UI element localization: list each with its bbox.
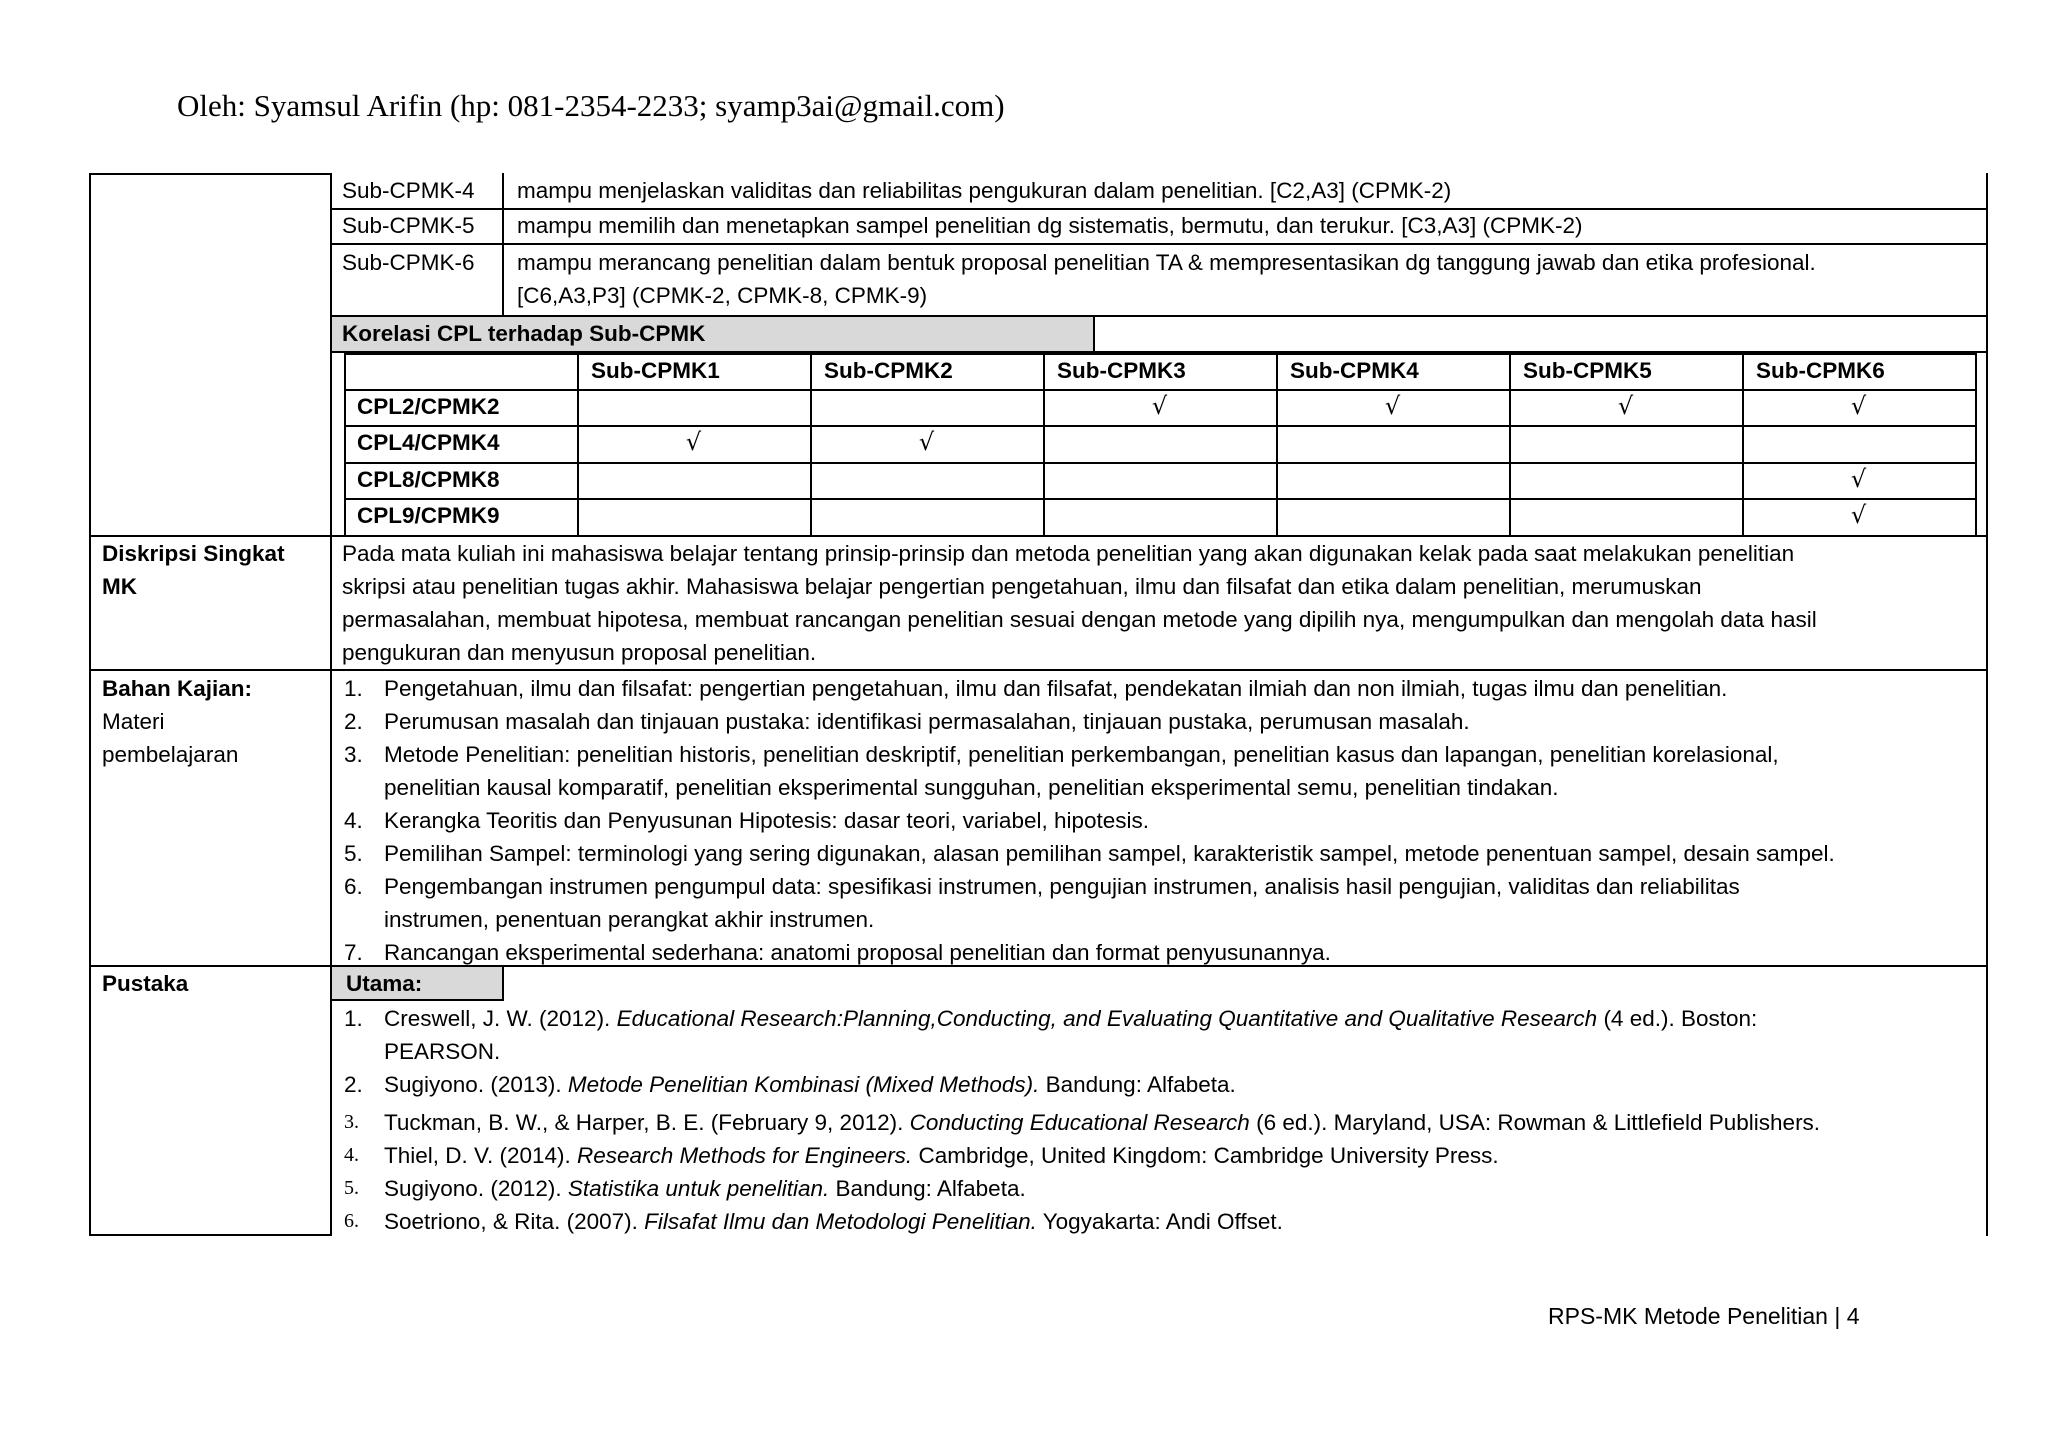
list-item-number: 6. (344, 874, 363, 899)
reference-number: 2. (344, 1072, 363, 1097)
reference-author-year: Sugiyono. (2013). (384, 1072, 568, 1097)
deskripsi-line: pengukuran dan menyusun proposal penelitian. (342, 640, 817, 665)
list-item-number: 2. (344, 709, 363, 734)
subcpmk-6-text: mampu merancang penelitian dalam bentuk proposal penelitian TA & mempresentasikan dg tanggung jawab dan etika profesional. (517, 250, 1816, 275)
list-item: Perumusan masalah dan tinjauan pustaka: identifikasi permasalahan, tinjauan pustaka, perumusan masalah. (384, 709, 1470, 734)
subcpmk-row-line (330, 243, 1988, 245)
list-item: Metode Penelitian: penelitian historis, penelitian deskriptif, penelitian perkembangan, penelitian kasus dan lapangan, penelitian korelasional, (384, 742, 1779, 767)
matrix-vline (577, 353, 579, 536)
list-item: Pengetahuan, ilmu dan filsafat: pengertian pengetahuan, ilmu dan filsafat, pendekatan ilmiah dan non ilmiah, tugas ilmu dan penelitian. (384, 676, 1728, 701)
matrix-vline (1509, 353, 1511, 536)
check-mark: √ (1151, 392, 1168, 420)
deskripsi-label-line1: Diskripsi Singkat (102, 541, 285, 566)
matrix-row-label: CPL8/CPMK8 (357, 467, 500, 492)
check-mark: √ (1850, 392, 1867, 420)
subcpmk-4-code: Sub-CPMK-4 (342, 178, 475, 203)
list-item-number: 1. (344, 676, 363, 701)
deskripsi-label (102, 537, 285, 570)
reference-number: 4. (344, 1144, 359, 1166)
matrix-hline (344, 462, 1977, 464)
korelasi-heading-divider (1093, 317, 1095, 351)
list-item-number: 4. (344, 808, 363, 833)
check-mark: √ (1617, 392, 1634, 420)
bahan-kajian-label-3: pembelajaran (102, 742, 239, 767)
matrix-vline (810, 353, 812, 536)
matrix-vline (1276, 353, 1278, 536)
check-mark: √ (1384, 392, 1401, 420)
reference-entry (384, 1002, 1757, 1035)
row-separator (89, 669, 1988, 671)
document-header-author: Oleh: Syamsul Arifin (hp: 081-2354-2233; syamp3ai@gmail.com) (177, 88, 1005, 123)
check-mark: √ (1850, 501, 1867, 529)
reference-publisher: Bandung: Alfabeta. (829, 1176, 1026, 1201)
reference-title: Statistika untuk penelitian. (567, 1176, 830, 1201)
table-border-bottom-left (89, 1234, 331, 1236)
reference-publisher: (6 ed.). Maryland, USA: Rowman & Littlefield Publishers. (1249, 1110, 1821, 1135)
reference-entry (384, 1205, 1283, 1238)
deskripsi-label-line2: MK (102, 574, 137, 599)
bahan-kajian-label (102, 672, 252, 705)
list-item: Rancangan eksperimental sederhana: anatomi proposal penelitian dan format penyusunannya. (384, 940, 1331, 965)
reference-title: Conducting Educational Research (909, 1110, 1250, 1135)
list-item: Pengembangan instrumen pengumpul data: spesifikasi instrumen, pengujian instrumen, analisis hasil pengujian, validitas dan reliabilitas (384, 874, 1740, 899)
utama-label: Utama: (346, 971, 423, 996)
matrix-column-header: Sub-CPMK6 (1756, 358, 1885, 383)
reference-entry-cont: PEARSON. (384, 1039, 501, 1064)
check-mark: √ (685, 428, 702, 456)
reference-entry (384, 1068, 1236, 1101)
subcpmk-5-text: mampu memilih dan menetapkan sampel penelitian dg sistematis, bermutu, dan terukur. [C3,A3] (CPMK-2) (517, 213, 1583, 238)
matrix-column-header: Sub-CPMK4 (1290, 358, 1419, 383)
matrix-vline (344, 353, 346, 536)
bahan-kajian-label-line1: Bahan Kajian: (102, 676, 253, 701)
matrix-row-label: CPL4/CPMK4 (357, 430, 500, 455)
reference-entry (384, 1139, 1499, 1172)
matrix-vline (1975, 353, 1977, 536)
reference-publisher: Bandung: Alfabeta. (1039, 1072, 1236, 1097)
reference-title: Metode Penelitian Kombinasi (Mixed Methods). (567, 1072, 1040, 1097)
subcpmk-4-text: mampu menjelaskan validitas dan reliabilitas pengukuran dalam penelitian. [C2,A3] (CPMK-2) (517, 178, 1452, 203)
matrix-hline (344, 498, 1977, 500)
matrix-column-header: Sub-CPMK2 (824, 358, 953, 383)
reference-entry (384, 1172, 1026, 1205)
reference-title: Educational Research:Planning,Conducting, and Evaluating Quantitative and Qualitative Research (616, 1006, 1598, 1031)
list-item: Kerangka Teoritis dan Penyusunan Hipotesis: dasar teori, variabel, hipotesis. (384, 808, 1150, 833)
deskripsi-line: permasalahan, membuat hipotesa, membuat rancangan penelitian sesuai dengan metode yang dipilih nya, mengumpulkan dan mengolah data hasil (342, 607, 1817, 632)
reference-entry (384, 1106, 1820, 1139)
matrix-column-header: Sub-CPMK3 (1057, 358, 1186, 383)
table-border-right (1986, 173, 1988, 1236)
reference-author-year: Sugiyono. (2012). (384, 1176, 568, 1201)
subcpmk-6-code: Sub-CPMK-6 (342, 250, 475, 275)
reference-publisher: (4 ed.). Boston: (1597, 1006, 1758, 1031)
reference-number: 3. (344, 1111, 359, 1133)
check-mark: √ (1850, 465, 1867, 493)
table-border-left (89, 173, 91, 1236)
list-item: instrumen, penentuan perangkat akhir instrumen. (384, 907, 875, 932)
reference-author-year: Tuckman, B. W., & Harper, B. E. (February 9, 2012). (384, 1110, 910, 1135)
matrix-row-label: CPL9/CPMK9 (357, 503, 500, 528)
subcpmk-6-text-cont: [C6,A3,P3] (CPMK-2, CPMK-8, CPMK-9) (517, 283, 928, 308)
pustaka-label-text: Pustaka (102, 971, 189, 996)
matrix-vline (1043, 353, 1045, 536)
matrix-row-label: CPL2/CPMK2 (357, 394, 500, 419)
bahan-kajian-label-2: Materi (102, 709, 165, 734)
reference-title: Research Methods for Engineers. (577, 1143, 913, 1168)
subcpmk-5-code: Sub-CPMK-5 (342, 213, 475, 238)
list-item-number: 5. (344, 841, 363, 866)
deskripsi-line: Pada mata kuliah ini mahasiswa belajar tentang prinsip-prinsip dan metoda penelitian yang akan digunakan kelak pada saat melakukan penelitian (342, 541, 1795, 566)
page-footer: RPS-MK Metode Penelitian | 4 (1548, 1303, 1860, 1329)
table-border-top-left (89, 173, 331, 175)
reference-author-year: Thiel, D. V. (2014). (384, 1143, 578, 1168)
reference-author-year: Creswell, J. W. (2012). (384, 1006, 617, 1031)
list-item-number: 3. (344, 742, 363, 767)
matrix-vline (1742, 353, 1744, 536)
deskripsi-label-2 (102, 570, 137, 603)
reference-number: 6. (344, 1210, 359, 1232)
list-item: Pemilihan Sampel: terminologi yang sering digunakan, alasan pemilihan sampel, karakteristik sampel, metode penentuan sampel, desain sampel. (384, 841, 1835, 866)
list-item-number: 7. (344, 940, 363, 965)
korelasi-heading: Korelasi CPL terhadap Sub-CPMK (342, 321, 706, 346)
reference-publisher: Yogyakarta: Andi Offset. (1036, 1209, 1283, 1234)
check-mark: √ (918, 428, 935, 456)
reference-title: Filsafat Ilmu dan Metodologi Penelitian. (644, 1209, 1037, 1234)
reference-author-year: Soetriono, & Rita. (2007). (384, 1209, 645, 1234)
pustaka-label (102, 967, 188, 1000)
list-item: penelitian kausal komparatif, penelitian eksperimental sungguhan, penelitian eksperimental semu, penelitian tindakan. (384, 775, 1559, 800)
reference-number: 5. (344, 1177, 359, 1199)
reference-publisher: Cambridge, United Kingdom: Cambridge University Press. (912, 1143, 1499, 1168)
deskripsi-line: skripsi atau penelitian tugas akhir. Mahasiswa belajar pengertian pengetahuan, ilmu dan filsafat dan etika dalam penelitian, merumuskan (342, 574, 1702, 599)
matrix-column-header: Sub-CPMK5 (1523, 358, 1652, 383)
utama-label-border-right (502, 967, 504, 1000)
matrix-hline (344, 425, 1977, 427)
matrix-column-header: Sub-CPMK1 (591, 358, 720, 383)
reference-number: 1. (344, 1006, 363, 1031)
